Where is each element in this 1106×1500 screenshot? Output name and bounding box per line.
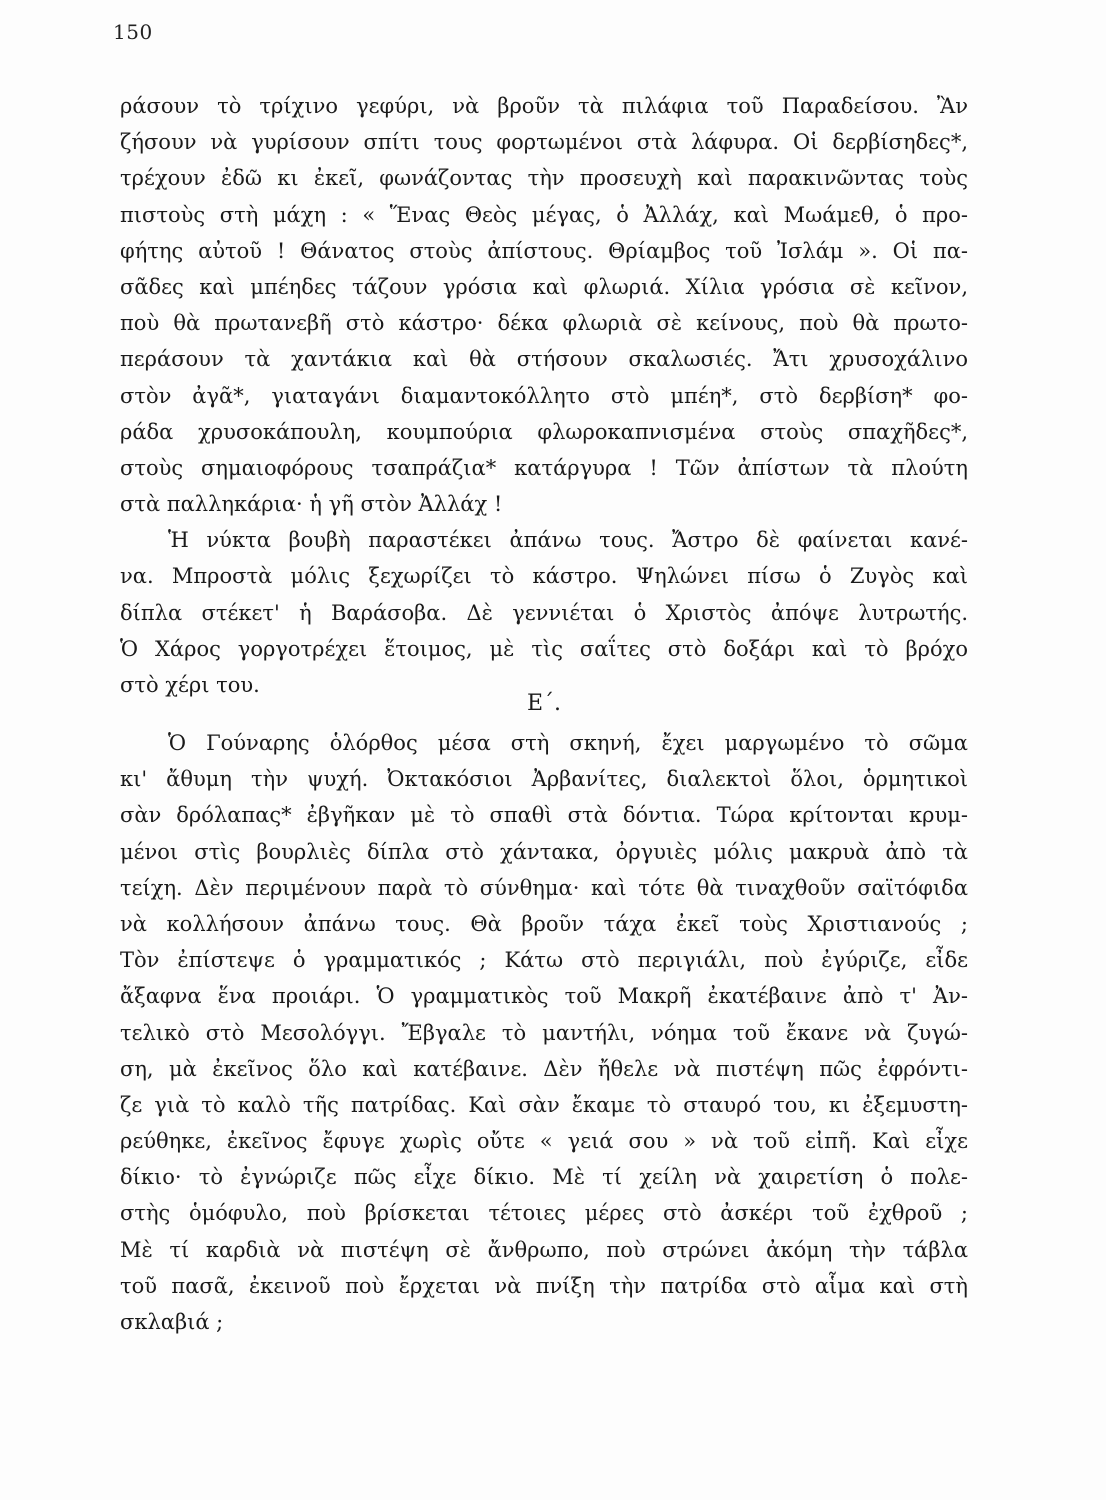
- text-line: Ὁ Γούναρης ὁλόρθος μέσα στὴ σκηνή, ἔχει μαργωμένο τὸ σῶμα: [168, 731, 968, 755]
- text-line: κι' ἄθυμη τὴν ψυχή. Ὀκτακόσιοι Ἀρβανίτες, διαλεκτοὶ ὅλοι, ὁρμητικοὶ: [120, 767, 968, 792]
- text-line: ποὺ θὰ πρωτανεβῆ στὸ κάστρο· δέκα φλωριὰ σὲ κείνους, ποὺ θὰ πρωτο-: [120, 311, 968, 336]
- text-line: Τὸν ἐπίστεψε ὁ γραμματικός ; Κάτω στὸ περιγιάλι, ποὺ ἐγύριζε, εἶδε: [120, 948, 968, 973]
- section-2-text: [120, 691, 968, 1340]
- text-line: Ὁ Χάρος γοργοτρέχει ἕτοιμος, μὲ τὶς σαΐτες στὸ δοξάρι καὶ τὸ βρόχο: [120, 636, 968, 661]
- text-line: σὰν δρόλαπας* ἐβγῆκαν μὲ τὸ σπαθὶ στὰ δόντια. Τώρα κρίτονται κρυμ-: [120, 803, 968, 828]
- page-number: 150: [113, 20, 153, 44]
- text-line: τελικὸ στὸ Μεσολόγγι. Ἔβγαλε τὸ μαντήλι, νόημα τοῦ ἔκανε νὰ ζυγώ-: [120, 1020, 968, 1045]
- text-line: να. Μπροστὰ μόλις ξεχωρίζει τὸ κάστρο. Ψηλώνει πίσω ὁ Ζυγὸς καὶ: [120, 564, 968, 589]
- text-line: σκλαβιά ;: [120, 1310, 224, 1334]
- text-line: τείχη. Δὲν περιμένουν παρὰ τὸ σύνθημα· καὶ τότε θὰ τιναχθοῦν σαϊτόφιδα: [120, 875, 968, 900]
- text-line: στὸν ἀγᾶ*, γιαταγάνι διαμαντοκόλλητο στὸ μπέη*, στὸ δερβίση* φο-: [120, 383, 968, 408]
- text-line: δίκιο· τὸ ἐγνώριζε πῶς εἶχε δίκιο. Μὲ τί χείλη νὰ χαιρετίση ὁ πολε-: [120, 1165, 968, 1190]
- text-line: ση, μὰ ἐκεῖνος ὅλο καὶ κατέβαινε. Δὲν ἤθελε νὰ πιστέψη πῶς ἐφρόντι-: [120, 1056, 968, 1081]
- text-line: φήτης αὐτοῦ ! Θάνατος στοὺς ἀπίστους. Θρίαμβος τοῦ Ἰσλάμ ». Οἱ πα-: [120, 238, 968, 263]
- text-line: τρέχουν ἐδῶ κι ἐκεῖ, φωνάζοντας τὴν προσευχὴ καὶ παρακινῶντας τοὺς: [120, 166, 968, 191]
- text-line: ράδα χρυσοκάπουλη, κουμπούρια φλωροκαπνισμένα στοὺς σπαχῆδες*,: [120, 419, 968, 444]
- text-line: ἄξαφνα ἕνα προιάρι. Ὁ γραμματικὸς τοῦ Μακρῆ ἐκατέβαινε ἀπὸ τ' Ἀν-: [120, 984, 968, 1009]
- text-line: Μὲ τί καρδιὰ νὰ πιστέψη σὲ ἄνθρωπο, ποὺ στρώνει ἀκόμη τὴν τάβλα: [120, 1237, 968, 1262]
- text-line: ρεύθηκε, ἐκεῖνος ἔφυγε χωρὶς οὔτε « γειά σου » νὰ τοῦ εἰπῆ. Καὶ εἶχε: [120, 1129, 968, 1154]
- section-heading: Ε΄.: [526, 691, 562, 716]
- text-line: πιστοὺς στὴ μάχη : « Ἕνας Θεὸς μέγας, ὁ Ἀλλάχ, καὶ Μωάμεθ, ὁ προ-: [120, 202, 968, 227]
- text-line: νὰ κολλήσουν ἀπάνω τους. Θὰ βροῦν τάχα ἐκεῖ τοὺς Χριστιανούς ;: [120, 911, 968, 936]
- text-line: μένοι στὶς βουρλιὲς δίπλα στὸ χάντακα, ὀργυιὲς μόλις μακρυὰ ἀπὸ τὰ: [120, 839, 968, 864]
- text-line: στὸ χέρι του.: [120, 673, 260, 697]
- text-line: στὴς ὁμόφυλο, ποὺ βρίσκεται τέτοιες μέρες στὸ ἀσκέρι τοῦ ἐχθροῦ ;: [120, 1201, 968, 1226]
- text-line: στοὺς σημαιοφόρους τσαπράζια* κατάργυρα ! Τῶν ἀπίστων τὰ πλούτη: [120, 455, 968, 480]
- text-line: περάσουν τὰ χαντάκια καὶ θὰ στήσουν σκαλωσιές. Ἄτι χρυσοχάλινο: [120, 347, 968, 372]
- text-line: ράσουν τὸ τρίχινο γεφύρι, νὰ βροῦν τὰ πιλάφια τοῦ Παραδείσου. Ἂν: [120, 94, 968, 118]
- section-1-text: [120, 88, 968, 703]
- text-line: ζήσουν νὰ γυρίσουν σπίτι τους φορτωμένοι στὰ λάφυρα. Οἱ δερβίσηδες*,: [120, 130, 968, 155]
- text-line: σᾶδες καὶ μπέηδες τάζουν γρόσια καὶ φλωριά. Χίλια γρόσια σὲ κεῖνον,: [120, 274, 968, 299]
- text-line: στὰ παλληκάρια· ἡ γῆ στὸν Ἀλλάχ !: [120, 492, 503, 517]
- text-line: Ἡ νύκτα βουβὴ παραστέκει ἀπάνω τους. Ἄστρο δὲ φαίνεται κανέ-: [168, 528, 968, 553]
- text-line: ζε γιὰ τὸ καλὸ τῆς πατρίδας. Καὶ σὰν ἔκαμε τὸ σταυρό του, κι ἐξεμυστη-: [120, 1092, 968, 1117]
- text-line: δίπλα στέκετ' ἡ Βαράσοβα. Δὲ γεννιέται ὁ Χριστὸς ἀπόψε λυτρωτής.: [120, 600, 968, 625]
- text-line: τοῦ πασᾶ, ἐκεινοῦ ποὺ ἔρχεται νὰ πνίξη τὴν πατρίδα στὸ αἷμα καὶ στὴ: [120, 1273, 968, 1298]
